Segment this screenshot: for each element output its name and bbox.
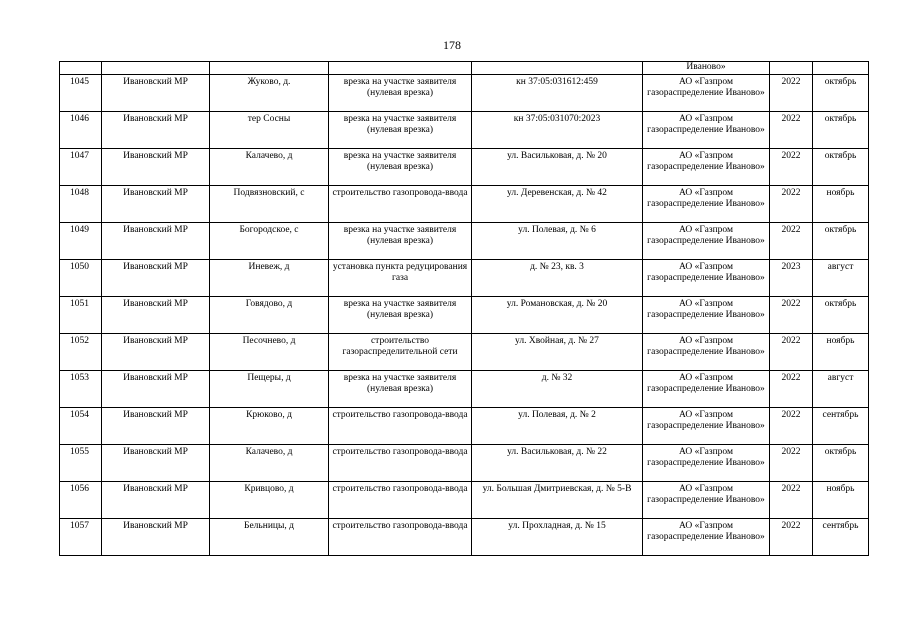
cell-district: Ивановский МР xyxy=(102,186,210,223)
cell-number: 1057 xyxy=(60,519,102,556)
cell-number: 1056 xyxy=(60,482,102,519)
cell-district: Ивановский МР xyxy=(102,260,210,297)
cell-district: Ивановский МР xyxy=(102,371,210,408)
cell-work-type: врезка на участке заявителя (нулевая врезка) xyxy=(329,112,472,149)
cell-month: ноябрь xyxy=(813,186,869,223)
cell-settlement: Калачево, д xyxy=(210,445,329,482)
cell-organization: АО «Газпром газораспределение Иваново» xyxy=(643,223,770,260)
table-row xyxy=(60,260,869,297)
cell-year: 2022 xyxy=(770,75,813,112)
cell-settlement: Крюково, д xyxy=(210,408,329,445)
cell-number: 1047 xyxy=(60,149,102,186)
cell-month: октябрь xyxy=(813,297,869,334)
cell-month: ноябрь xyxy=(813,482,869,519)
cell-work-type: врезка на участке заявителя (нулевая врезка) xyxy=(329,297,472,334)
cell-district: Ивановский МР xyxy=(102,149,210,186)
cell-settlement: тер Сосны xyxy=(210,112,329,149)
cell-settlement: Говядово, д xyxy=(210,297,329,334)
cell-address: ул. Полевая, д. № 2 xyxy=(472,408,643,445)
gasification-table xyxy=(59,61,869,556)
cell-work-type: строительство газопровода-ввода xyxy=(329,519,472,556)
cell-settlement: Подвязновский, с xyxy=(210,186,329,223)
table-row xyxy=(60,408,869,445)
cell-address: кн 37:05:031070:2023 xyxy=(472,112,643,149)
cell-organization: АО «Газпром газораспределение Иваново» xyxy=(643,186,770,223)
cell-address: ул. Романовская, д. № 20 xyxy=(472,297,643,334)
cell-number: 1052 xyxy=(60,334,102,371)
cell-organization: АО «Газпром газораспределение Иваново» xyxy=(643,519,770,556)
cell-district: Ивановский МР xyxy=(102,112,210,149)
cell-organization: АО «Газпром газораспределение Иваново» xyxy=(643,112,770,149)
cell-organization: АО «Газпром газораспределение Иваново» xyxy=(643,149,770,186)
cell-month: август xyxy=(813,371,869,408)
cell-work-type: строительство газораспределительной сети xyxy=(329,334,472,371)
cell-address: ул. Большая Дмитриевская, д. № 5-В xyxy=(472,482,643,519)
cell-settlement: Бельницы, д xyxy=(210,519,329,556)
table-row-continued xyxy=(60,62,869,75)
cell-month: сентябрь xyxy=(813,519,869,556)
cell-address: ул. Прохладная, д. № 15 xyxy=(472,519,643,556)
cell-year: 2022 xyxy=(770,371,813,408)
table-row xyxy=(60,445,869,482)
cell-address: д. № 32 xyxy=(472,371,643,408)
table-row xyxy=(60,371,869,408)
cell-organization: АО «Газпром газораспределение Иваново» xyxy=(643,75,770,112)
cell-month: октябрь xyxy=(813,75,869,112)
cell-address: ул. Хвойная, д. № 27 xyxy=(472,334,643,371)
cell-organization: АО «Газпром газораспределение Иваново» xyxy=(643,297,770,334)
table-row xyxy=(60,75,869,112)
cell-settlement: Кривцово, д xyxy=(210,482,329,519)
cell-settlement: Жуково, д. xyxy=(210,75,329,112)
table-row xyxy=(60,519,869,556)
cell-number: 1051 xyxy=(60,297,102,334)
cell-year: 2022 xyxy=(770,408,813,445)
cell-settlement xyxy=(210,62,329,75)
table-row xyxy=(60,223,869,260)
cell-work-type: врезка на участке заявителя (нулевая врезка) xyxy=(329,75,472,112)
cell-settlement: Калачево, д xyxy=(210,149,329,186)
cell-work-type: строительство газопровода-ввода xyxy=(329,445,472,482)
cell-organization: АО «Газпром газораспределение Иваново» xyxy=(643,482,770,519)
cell-year: 2023 xyxy=(770,260,813,297)
cell-district: Ивановский МР xyxy=(102,519,210,556)
cell-number: 1049 xyxy=(60,223,102,260)
cell-month: октябрь xyxy=(813,445,869,482)
cell-district xyxy=(102,62,210,75)
cell-year: 2022 xyxy=(770,149,813,186)
cell-year: 2022 xyxy=(770,519,813,556)
cell-address: ул. Васильковая, д. № 20 xyxy=(472,149,643,186)
cell-organization: АО «Газпром газораспределение Иваново» xyxy=(643,260,770,297)
cell-work-type: врезка на участке заявителя (нулевая врезка) xyxy=(329,223,472,260)
cell-settlement: Иневеж, д xyxy=(210,260,329,297)
cell-district: Ивановский МР xyxy=(102,297,210,334)
cell-year: 2022 xyxy=(770,334,813,371)
cell-month: сентябрь xyxy=(813,408,869,445)
cell-district: Ивановский МР xyxy=(102,223,210,260)
cell-settlement: Песочнево, д xyxy=(210,334,329,371)
cell-work-type: установка пункта редуцирования газа xyxy=(329,260,472,297)
cell-year: 2022 xyxy=(770,223,813,260)
cell-month: октябрь xyxy=(813,112,869,149)
cell-number xyxy=(60,62,102,75)
cell-work-type xyxy=(329,62,472,75)
cell-year: 2022 xyxy=(770,112,813,149)
table-row xyxy=(60,112,869,149)
cell-work-type: врезка на участке заявителя (нулевая врезка) xyxy=(329,149,472,186)
cell-district: Ивановский МР xyxy=(102,75,210,112)
cell-month: октябрь xyxy=(813,149,869,186)
cell-year: 2022 xyxy=(770,186,813,223)
cell-settlement: Богородское, с xyxy=(210,223,329,260)
table-row xyxy=(60,482,869,519)
table-row xyxy=(60,297,869,334)
cell-number: 1048 xyxy=(60,186,102,223)
cell-work-type: строительство газопровода-ввода xyxy=(329,408,472,445)
cell-organization: АО «Газпром газораспределение Иваново» xyxy=(643,445,770,482)
cell-year: 2022 xyxy=(770,445,813,482)
cell-district: Ивановский МР xyxy=(102,482,210,519)
cell-work-type: врезка на участке заявителя (нулевая врезка) xyxy=(329,371,472,408)
cell-organization: АО «Газпром газораспределение Иваново» xyxy=(643,371,770,408)
cell-address: кн 37:05:031612:459 xyxy=(472,75,643,112)
cell-address: ул. Полевая, д. № 6 xyxy=(472,223,643,260)
cell-organization: АО «Газпром газораспределение Иваново» xyxy=(643,334,770,371)
cell-organization: Иваново» xyxy=(643,62,770,75)
cell-address: ул. Деревенская, д. № 42 xyxy=(472,186,643,223)
cell-district: Ивановский МР xyxy=(102,334,210,371)
cell-month: ноябрь xyxy=(813,334,869,371)
table-row xyxy=(60,149,869,186)
cell-year: 2022 xyxy=(770,482,813,519)
cell-year xyxy=(770,62,813,75)
cell-address: д. № 23, кв. 3 xyxy=(472,260,643,297)
cell-number: 1046 xyxy=(60,112,102,149)
cell-district: Ивановский МР xyxy=(102,445,210,482)
cell-month: октябрь xyxy=(813,223,869,260)
cell-address xyxy=(472,62,643,75)
cell-address: ул. Васильковая, д. № 22 xyxy=(472,445,643,482)
cell-month xyxy=(813,62,869,75)
cell-settlement: Пещеры, д xyxy=(210,371,329,408)
cell-number: 1055 xyxy=(60,445,102,482)
cell-month: август xyxy=(813,260,869,297)
page-number: 178 xyxy=(443,38,461,52)
cell-organization: АО «Газпром газораспределение Иваново» xyxy=(643,408,770,445)
table-body xyxy=(60,62,869,556)
cell-number: 1045 xyxy=(60,75,102,112)
cell-number: 1054 xyxy=(60,408,102,445)
cell-number: 1050 xyxy=(60,260,102,297)
cell-work-type: строительство газопровода-ввода xyxy=(329,482,472,519)
cell-number: 1053 xyxy=(60,371,102,408)
table-row xyxy=(60,186,869,223)
cell-year: 2022 xyxy=(770,297,813,334)
cell-district: Ивановский МР xyxy=(102,408,210,445)
cell-work-type: строительство газопровода-ввода xyxy=(329,186,472,223)
table-row xyxy=(60,334,869,371)
